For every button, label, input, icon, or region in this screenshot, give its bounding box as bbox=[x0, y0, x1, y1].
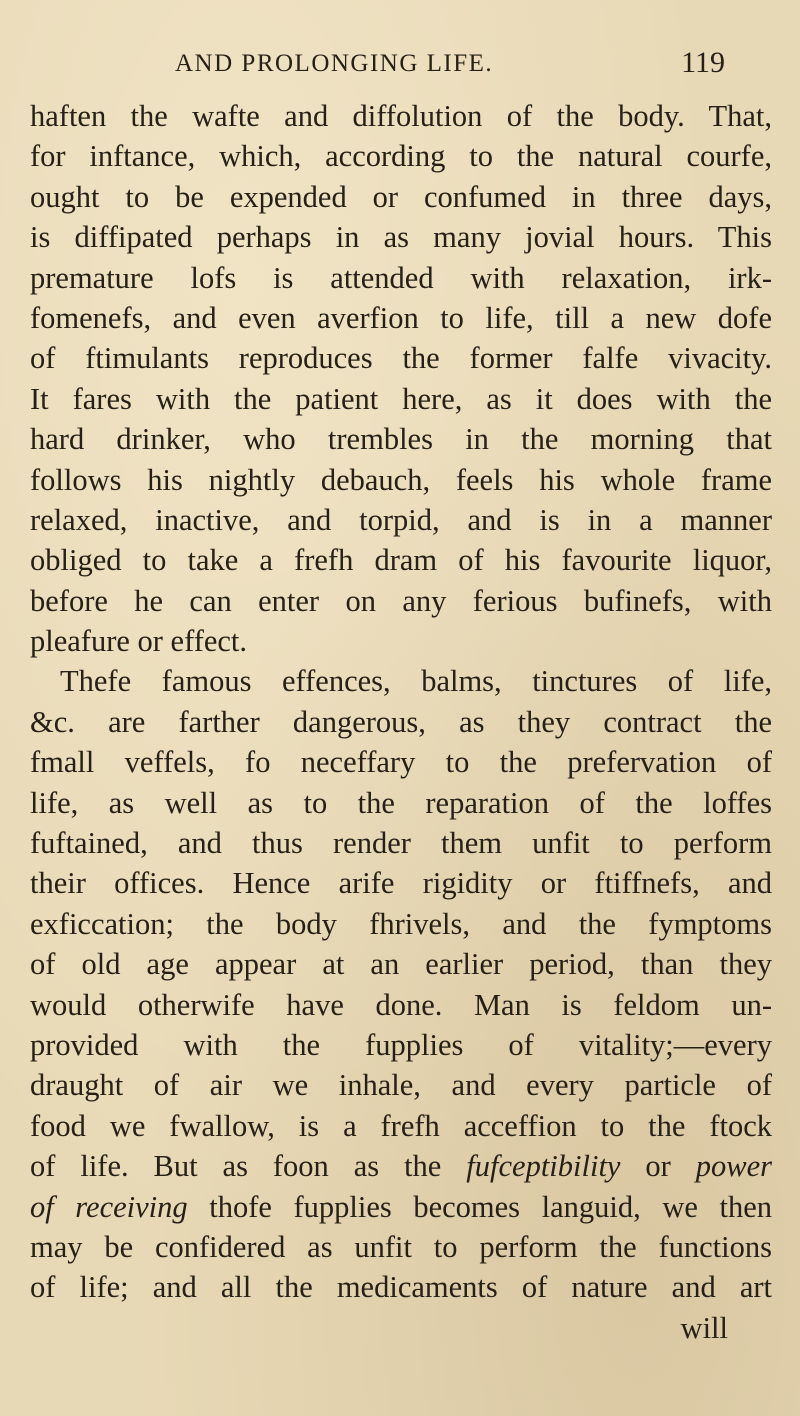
text-line: fomenefs, and even averfion to life, till a new dofe bbox=[30, 300, 772, 335]
text-segment: thofe fupplies becomes languid, we then bbox=[187, 1189, 772, 1224]
text-line: relaxed, inactive, and torpid, and is in a manner bbox=[30, 502, 772, 537]
body-text bbox=[30, 96, 772, 1348]
page-header bbox=[175, 46, 725, 90]
text-line: food we fwallow, is a frefh acceffion to the ftock bbox=[30, 1108, 772, 1143]
text-line: haften the wafte and diffolution of the body. That, bbox=[30, 99, 772, 133]
italic-text: of receiving bbox=[30, 1189, 188, 1224]
text-line: is diffipated perhaps in as many jovial hours. This bbox=[30, 220, 772, 255]
text-line: of ftimulants reproduces the former falfe vivacity. bbox=[30, 341, 772, 376]
text-line: of life; and all the medicaments of nature and art bbox=[30, 1270, 772, 1305]
text-line: life, as well as to the reparation of the loffes bbox=[30, 785, 772, 820]
text-segment: of life. But as foon as the bbox=[30, 1149, 467, 1184]
text-line: exficcation; the body fhrivels, and the fymptoms bbox=[30, 906, 772, 941]
catchword: will bbox=[680, 1310, 728, 1345]
paragraph-end-line: pleafure or effect. bbox=[30, 624, 248, 659]
text-line: provided with the fupplies of vitality;—every bbox=[30, 1027, 772, 1062]
text-line: before he can enter on any ferious bufinefs, with bbox=[30, 583, 772, 618]
italic-text: power bbox=[695, 1149, 772, 1184]
text-line: &c. are farther dangerous, as they contract the bbox=[30, 704, 772, 739]
text-line: ought to be expended or confumed in three days, bbox=[30, 179, 772, 214]
italic-text: fufceptibility bbox=[466, 1149, 621, 1184]
text-line: draught of air we inhale, and every particle of bbox=[30, 1068, 772, 1103]
text-line: fmall veffels, fo neceffary to the prefervation of bbox=[30, 745, 772, 780]
text-line: premature lofs is attended with relaxation, irk- bbox=[30, 260, 772, 295]
running-head: AND PROLONGING LIFE. bbox=[175, 50, 494, 77]
text-line: It fares with the patient here, as it does with the bbox=[30, 381, 772, 416]
paragraph-start-line: Thefe famous effences, balms, tinctures of life, bbox=[60, 664, 772, 699]
text-line: obliged to take a frefh dram of his favourite liquor, bbox=[30, 543, 772, 578]
text-line: may be confidered as unfit to perform the functions bbox=[30, 1229, 772, 1264]
text-segment: or bbox=[620, 1149, 696, 1184]
text-line-with-italics bbox=[30, 1146, 772, 1186]
text-line: their offices. Hence arife rigidity or ftiffnefs, and bbox=[30, 866, 772, 901]
page-number: 119 bbox=[681, 46, 725, 79]
text-line-with-italics bbox=[30, 1187, 772, 1227]
text-line: hard drinker, who trembles in the morning that bbox=[30, 422, 772, 457]
text-line: follows his nightly debauch, feels his whole frame bbox=[30, 462, 772, 497]
text-line: fuftained, and thus render them unfit to perform bbox=[30, 826, 772, 861]
text-line: for inftance, which, according to the natural courfe, bbox=[30, 139, 772, 174]
text-line: would otherwife have done. Man is feldom un- bbox=[30, 987, 772, 1022]
text-line: of old age appear at an earlier period, than they bbox=[30, 947, 772, 982]
